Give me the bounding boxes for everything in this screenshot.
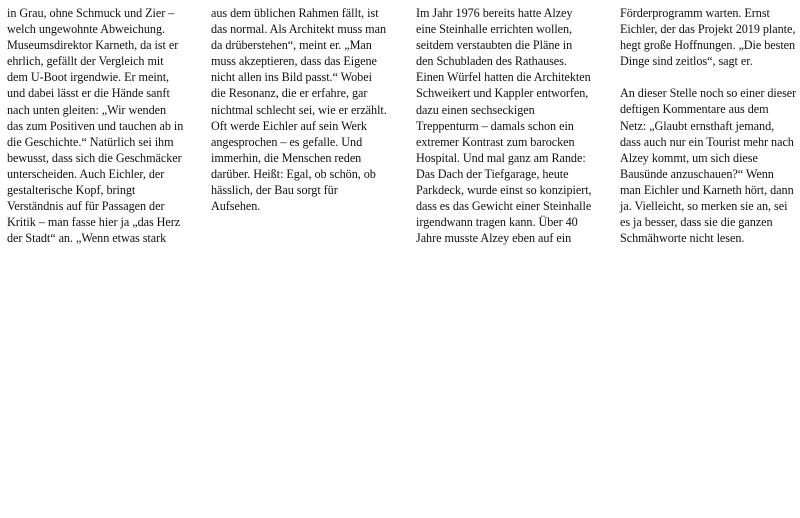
text-line: Bausünde anzuschauen?“ Wenn xyxy=(620,166,774,181)
text-line: Alzey kommt, um sich diese xyxy=(620,150,758,165)
text-line: deftigen Kommentare aus dem xyxy=(620,102,769,117)
text-line: muss akzeptieren, dass das Eigene xyxy=(211,54,377,69)
text-line: Einen Würfel hatten die Architekten xyxy=(416,70,591,85)
text-line: Museumsdirektor Karneth, da ist er xyxy=(7,38,179,53)
text-line: irgendwann tragen kann. Über 40 xyxy=(416,215,578,230)
text-line: Eichler, der das Projekt 2019 plante, xyxy=(620,22,796,37)
text-line: bewusst, dass sich die Geschmäcker xyxy=(7,150,182,165)
text-line: Treppenturm – damals schon ein xyxy=(416,118,574,133)
text-line: unterscheiden. Auch Eichler, der xyxy=(7,166,165,181)
text-line: immerhin, die Menschen reden xyxy=(211,150,362,165)
text-line: extremer Kontrast zum barocken xyxy=(416,134,575,149)
text-line: ja. Vielleicht, so merken sie an, sei xyxy=(620,199,788,214)
text-line: eine Steinhalle errichten wollen, xyxy=(416,22,573,37)
paragraph xyxy=(211,5,397,214)
text-line: Das Dach der Tiefgarage, heute xyxy=(416,166,569,181)
text-line: Verständnis auf für Passagen der xyxy=(7,199,165,214)
text-line: dass es das Gewicht einer Steinhalle xyxy=(416,199,592,214)
text-line: Im Jahr 1976 bereits hatte Alzey xyxy=(416,6,573,20)
text-line: hegt große Hoffnungen. „Die besten xyxy=(620,38,796,53)
text-line: da drüberstehen“, meint er. „Man xyxy=(211,38,372,53)
text-line: gestalterische Kopf, bringt xyxy=(7,183,136,198)
text-column-2 xyxy=(211,5,397,214)
text-line: ehrlich, gefällt der Vergleich mit xyxy=(7,54,164,69)
text-line: An dieser Stelle noch so einer dieser xyxy=(620,86,797,101)
text-line: seitdem verstaubten die Pläne in xyxy=(416,38,573,53)
text-line: das zum Positiven und tauchen ab in xyxy=(7,118,184,133)
text-line: Netz: „Glaubt ernsthaft jemand, xyxy=(620,118,775,133)
text-line: hässlich, der Bau sorgt für xyxy=(211,183,338,198)
text-line: Kritik – man fasse hier ja „das Herz xyxy=(7,215,181,230)
text-line: den Schubladen des Rathauses. xyxy=(416,54,567,69)
paragraph xyxy=(416,5,602,246)
text-line: die Geschichte.“ Natürlich sei ihm xyxy=(7,134,174,149)
text-line: dass auch nur ein Tourist mehr nach xyxy=(620,134,794,149)
text-line: Schweikert und Kappler entworfen, xyxy=(416,86,589,101)
text-line: in Grau, ohne Schmuck und Zier – xyxy=(7,6,175,20)
text-line: es ja besser, dass sie die ganzen xyxy=(620,215,773,230)
text-line: man Eichler und Karneth hört, dann xyxy=(620,182,794,197)
text-line: Parkdeck, wurde einst so konzipiert, xyxy=(416,183,592,198)
text-line: welch ungewohnte Abweichung. xyxy=(7,22,166,37)
text-line: Dinge sind zeitlos“, sagt er. xyxy=(620,54,753,69)
text-line: Jahre musste Alzey eben auf ein xyxy=(416,231,572,246)
text-column-1 xyxy=(7,5,193,246)
text-line: und dabei lässt er die Hände sanft xyxy=(7,86,170,101)
text-line: Schmähworte nicht lesen. xyxy=(620,231,745,246)
text-line: der Stadt“ an. „Wenn etwas stark xyxy=(7,231,167,246)
text-line: die Resonanz, die er erfahre, gar xyxy=(211,86,368,101)
text-line: aus dem üblichen Rahmen fällt, ist xyxy=(211,6,379,20)
paragraph xyxy=(7,5,193,246)
text-line: nicht allen ins Bild passt.“ Wobei xyxy=(211,70,372,85)
text-line: Oft werde Eichler auf sein Werk xyxy=(211,118,367,133)
paragraph xyxy=(620,5,798,69)
text-line: dem U-Boot irgendwie. Er meint, xyxy=(7,70,170,85)
text-line: das normal. Als Architekt muss man xyxy=(211,22,386,37)
text-line: angesprochen – es gefalle. Und xyxy=(211,134,363,149)
text-line: darüber. Heißt: Egal, ob schön, ob xyxy=(211,166,376,181)
text-line: nach unten gleiten: „Wir wenden xyxy=(7,102,167,117)
text-line: nichtmal schlecht sei, wie er erzählt. xyxy=(211,102,387,117)
paragraph xyxy=(620,85,798,246)
text-line: Aufsehen. xyxy=(211,199,261,214)
text-line: Hospital. Und mal ganz am Rande: xyxy=(416,150,586,165)
text-column-4 xyxy=(620,5,798,246)
text-column-3 xyxy=(416,5,602,246)
text-line: Förderprogramm warten. Ernst xyxy=(620,6,770,20)
text-line: dazu einen sechseckigen xyxy=(416,102,535,117)
